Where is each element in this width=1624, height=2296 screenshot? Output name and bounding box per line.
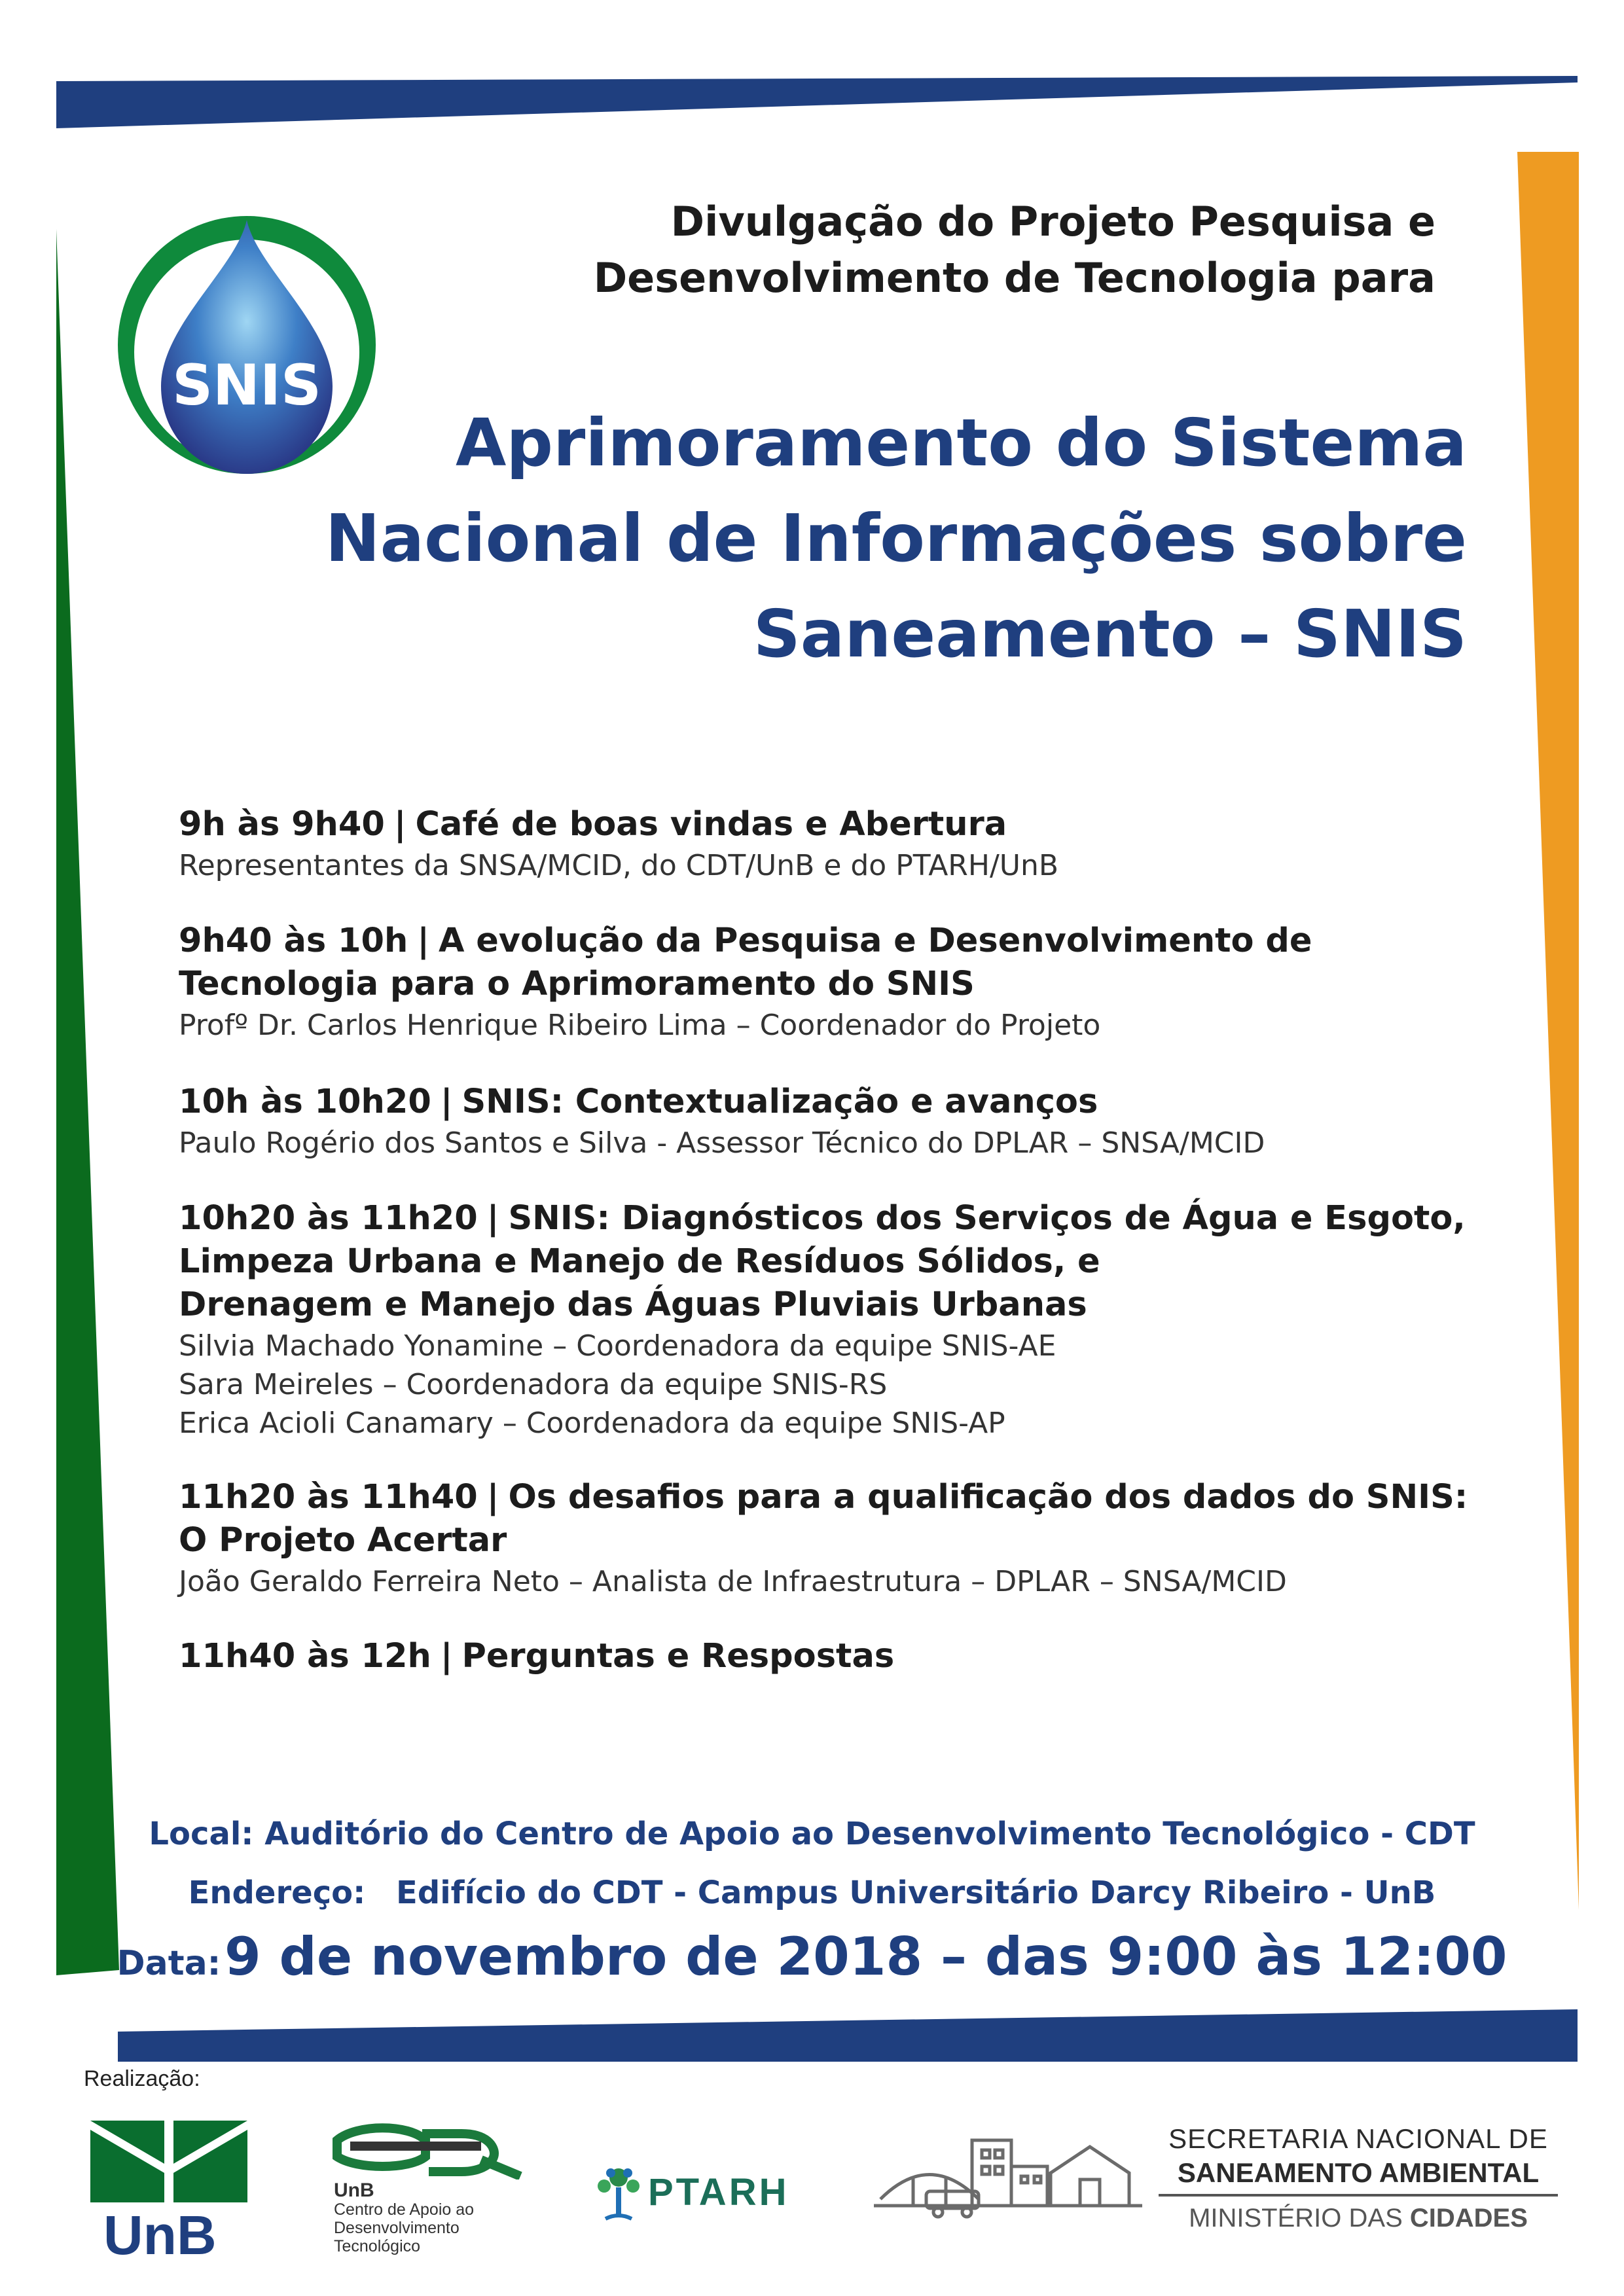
schedule-item-1 bbox=[179, 803, 1488, 885]
top-banner bbox=[0, 0, 1624, 137]
title-line-1: Aprimoramento do Sistema bbox=[455, 404, 1467, 481]
cdt-logo-text bbox=[334, 2200, 474, 2255]
page-title bbox=[325, 395, 1467, 682]
item-time: 9h40 às 10h bbox=[179, 922, 408, 960]
item-time: 10h20 às 11h20 bbox=[179, 1199, 478, 1238]
cdt-line-3: Tecnológico bbox=[334, 2237, 421, 2255]
cdt-logo-mark bbox=[331, 2121, 527, 2179]
ptarh-logo-text: PTARH bbox=[648, 2171, 789, 2214]
item-title-cont: Limpeza Urbana e Manejo de Resíduos Sólidos, e bbox=[179, 1242, 1100, 1281]
item-detail: João Geraldo Ferreira Neto – Analista de Infraestrutura – DPLAR – SNSA/MCID bbox=[179, 1565, 1287, 1598]
secretaria-line-2: SANEAMENTO AMBIENTAL bbox=[1177, 2157, 1540, 2188]
title-line-3: Saneamento – SNIS bbox=[753, 596, 1467, 672]
ptarh-tree-icon bbox=[592, 2161, 645, 2227]
cidades-text: CIDADES bbox=[1409, 2204, 1528, 2233]
schedule-item-5 bbox=[179, 1476, 1488, 1601]
item-detail: Sara Meireles – Coordenadora da equipe SNIS-RS bbox=[179, 1368, 888, 1401]
cdt-logo-name: UnB bbox=[334, 2179, 374, 2201]
snis-logo-text: SNIS bbox=[172, 353, 321, 418]
item-sep: | bbox=[440, 1637, 453, 1676]
bottom-banner bbox=[0, 1996, 1624, 2075]
schedule-item-3 bbox=[179, 1081, 1488, 1162]
event-endereco bbox=[0, 1872, 1624, 1914]
item-title: SNIS: Diagnósticos dos Serviços de Água e Esgoto, bbox=[508, 1199, 1466, 1238]
unb-logo bbox=[90, 2121, 247, 2202]
subtitle-line-1: Divulgação do Projeto Pesquisa e bbox=[670, 198, 1435, 245]
event-local: Local: Auditório do Centro de Apoio ao Desenvolvimento Tecnológico - CDT bbox=[149, 1816, 1475, 1852]
secretaria-divider bbox=[1159, 2194, 1558, 2197]
secretaria-logo-text bbox=[1159, 2122, 1558, 2236]
item-title: Os desafios para a qualificação dos dados do SNIS: bbox=[508, 1478, 1468, 1516]
data-label: Data: bbox=[117, 1944, 221, 1983]
item-detail: Paulo Rogério dos Santos e Silva - Assessor Técnico do DPLAR – SNSA/MCID bbox=[179, 1126, 1265, 1160]
endereco-value: Edifício do CDT - Campus Universitário Darcy Ribeiro - UnB bbox=[396, 1874, 1436, 1911]
ministerio-text: MINISTÉRIO DAS bbox=[1189, 2204, 1403, 2233]
endereco-label: Endereço: bbox=[188, 1874, 366, 1911]
item-detail: Erica Acioli Canamary – Coordenadora da equipe SNIS-AP bbox=[179, 1407, 1005, 1440]
item-title: SNIS: Contextualização e avanços bbox=[461, 1083, 1098, 1121]
item-sep: | bbox=[393, 805, 406, 844]
item-title: Café de boas vindas e Abertura bbox=[415, 805, 1007, 844]
item-time: 11h20 às 11h40 bbox=[179, 1478, 478, 1516]
item-time: 11h40 às 12h bbox=[179, 1637, 431, 1676]
event-data bbox=[0, 1924, 1624, 2004]
item-title: A evolução da Pesquisa e Desenvolvimento de bbox=[438, 922, 1312, 960]
item-time: 10h às 10h20 bbox=[179, 1083, 431, 1121]
schedule-item-2 bbox=[179, 920, 1488, 1045]
item-sep: | bbox=[417, 922, 429, 960]
item-time: 9h às 9h40 bbox=[179, 805, 385, 844]
cdt-line-1: Centro de Apoio ao bbox=[334, 2200, 475, 2219]
schedule-item-4 bbox=[179, 1197, 1488, 1443]
city-skyline-icon bbox=[874, 2127, 1149, 2232]
item-detail: Profº Dr. Carlos Henrique Ribeiro Lima – Coordenador do Projeto bbox=[179, 1009, 1101, 1042]
item-detail: Silvia Machado Yonamine – Coordenadora da equipe SNIS-AE bbox=[179, 1329, 1056, 1363]
item-sep: | bbox=[440, 1083, 453, 1121]
item-title-cont: Drenagem e Manejo das Águas Pluviais Urbanas bbox=[179, 1285, 1087, 1324]
left-green-bar bbox=[0, 0, 131, 1996]
schedule-item-6 bbox=[179, 1635, 1488, 1678]
data-value: 9 de novembro de 2018 – das 9:00 às 12:00 bbox=[225, 1926, 1507, 1987]
item-detail: Representantes da SNSA/MCID, do CDT/UnB e do PTARH/UnB bbox=[179, 849, 1059, 882]
unb-logo-text: UnB bbox=[103, 2204, 217, 2266]
realizacao-label: Realização: bbox=[84, 2066, 200, 2091]
subtitle-line-2: Desenvolvimento de Tecnologia para bbox=[593, 254, 1435, 302]
item-sep: | bbox=[486, 1478, 499, 1516]
item-title-cont: O Projeto Acertar bbox=[179, 1521, 507, 1560]
item-title: Perguntas e Respostas bbox=[461, 1637, 895, 1676]
item-title-cont: Tecnologia para o Aprimoramento do SNIS bbox=[179, 965, 975, 1003]
secretaria-line-1: SECRETARIA NACIONAL DE bbox=[1168, 2123, 1548, 2154]
cdt-line-2: Desenvolvimento bbox=[334, 2219, 460, 2237]
right-orange-bar bbox=[1506, 0, 1624, 1964]
subtitle bbox=[594, 194, 1435, 306]
item-sep: | bbox=[486, 1199, 499, 1238]
title-line-2: Nacional de Informações sobre bbox=[325, 500, 1467, 577]
